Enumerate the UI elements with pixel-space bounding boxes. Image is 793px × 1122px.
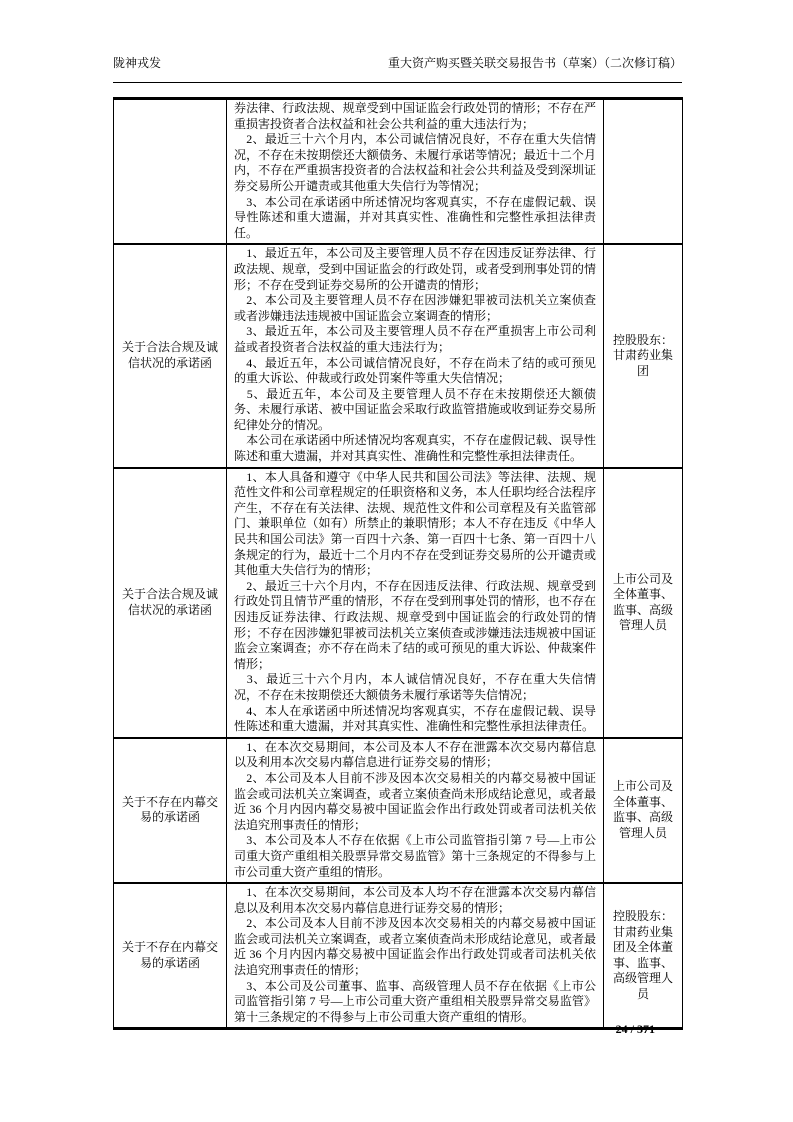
commitment-paragraph: 3、本公司在承诺函中所述情况均客观真实，不存在虚假记载、误导性陈述和重大遗漏，并对其真实性、准确性和完整性承担法律责任。 [234,194,596,240]
commitment-paragraph: 1、最近五年，本公司及主要管理人员不存在因违反证券法律、行政法规、规章，受到中国证监会的行政处罚，或者受到刑事处罚的情形；不存在受到证券交易所的公开谴责的情形； [234,246,596,292]
commitment-content-cell [227,738,604,883]
commitment-paragraph: 2、本公司及主要管理人员不存在因涉嫌犯罪被司法机关立案侦查或者涉嫌违法违规被中国证监会立案调查的情形； [234,293,596,323]
commitment-content-cell [227,99,604,245]
commitment-paragraph: 3、本公司及公司董事、监事、高级管理人员不存在依据《上市公司监管指引第 7 号—上市公司重大资产重组相关股票异常交易监管》第十三条规定的不得参与上市公司重大资产重组的情形。 [234,978,596,1024]
table-row [114,883,683,1029]
commitment-paragraph: 3、最近三十六个月内，本人诚信情况良好，不存在重大失信情况，不存在未按期偿还大额债务未履行承诺等失信情况； [234,672,596,702]
party-cell [604,99,683,245]
commitment-content-cell [227,244,604,467]
commitment-paragraph: 本公司在承诺函中所述情况均客观真实，不存在虚假记载、误导性陈述和重大遗漏，并对其真实性、准确性和完整性承担法律责任。 [234,433,596,464]
commitment-paragraph: 1、在本次交易期间，本公司及本人不存在泄露本次交易内幕信息以及利用本次交易内幕信息进行证券交易的情形； [234,739,596,770]
party-cell: 上市公司及全体董事、监事、高级管理人员 [604,468,683,738]
commitment-paragraph: 2、最近三十六个月内，本公司诚信情况良好，不存在重大失信情况，不存在未按期偿还大额债务、未履行承诺等情况；最近十二个月内，不存在严重损害投资者的合法权益和社会公共利益及受到深圳证券交易所公开谴责或其他重大失信行为等情况； [234,132,596,193]
commitments-table-body [114,99,683,1029]
commitment-content-cell [227,468,604,738]
row-label-cell: 关于合法合规及诚信状况的承诺函 [114,468,227,738]
commitment-paragraph: 4、最近五年，本公司诚信情况良好，不存在尚未了结的或可预见的重大诉讼、仲裁或行政处罚案件等重大失信情况； [234,355,596,386]
commitment-paragraph: 2、最近三十六个月内，不存在因违反法律、行政法规、规章受到行政处罚且情节严重的情形，不存在受到刑事处罚的情形，也不存在因违反证券法律、行政法规、规章受到中国证监会的行政处罚的情形；不存在因涉嫌犯罪被司法机关立案侦查或涉嫌违法违规被中国证监会立案调查；亦不存在尚未了结的或可预见的重大诉讼、仲裁案件情形； [234,578,596,671]
commitment-paragraph: 1、在本次交易期间，本公司及本人均不存在泄露本次交易内幕信息以及利用本次交易内幕信息进行证券交易的情形； [234,885,596,915]
party-cell: 控股股东：甘肃药业集团及全体董事、监事、高级管理人员 [604,883,683,1029]
party-cell: 控股股东：甘肃药业集团 [604,244,683,467]
page-header [113,56,682,71]
header-company-short-name: 陇神戎发 [113,56,162,70]
commitment-paragraph: 券法律、行政法规、规章受到中国证监会行政处罚的情形；不存在严重损害投资者合法权益和社会公共利益的重大违法行为； [234,101,596,131]
table-row [114,99,683,245]
commitment-content-cell [227,883,604,1029]
row-label-cell: 关于不存在内幕交易的承诺函 [114,883,227,1029]
header-document-title: 重大资产购买暨关联交易报告书（草案）（二次修订稿） [387,56,682,70]
commitment-paragraph: 2、本公司及本人目前不涉及因本次交易相关的内幕交易被中国证监会或司法机关立案调查，或者立案侦查尚未形成结论意见，或者最近 36 个月内因内幕交易被中国证监会作出行政处罚或者司法机关依法追究刑事责任的情形； [234,770,596,832]
commitments-table [113,97,683,1030]
table-row [114,738,683,883]
table-row [114,244,683,467]
commitment-paragraph: 1、本人具备和遵守《中华人民共和国公司法》等法律、法规、规范性文件和公司章程规定的任职资格和义务，本人任职均经合法程序产生，不存在有关法律、法规、规范性文件和公司章程及有关监管部门、兼职单位（如有）所禁止的兼职情形；本人不存在违反《中华人民共和国公司法》第一百四十六条、第一百四十七条、第一百四十八条规定的行为，最近十二个月内不存在受到证券交易所的公开谴责或其他重大失信行为的情形； [234,469,596,578]
header-rule [113,82,682,83]
commitment-paragraph: 2、本公司及本人目前不涉及因本次交易相关的内幕交易被中国证监会或司法机关立案调查，或者立案侦查尚未形成结论意见，或者最近 36 个月内因内幕交易被中国证监会作出行政处罚或者司法机关依法追究刑事责任的情形； [234,916,596,978]
table-row [114,468,683,738]
row-label-cell [114,99,227,245]
row-label-cell: 关于不存在内幕交易的承诺函 [114,738,227,883]
row-label-cell: 关于合法合规及诚信状况的承诺函 [114,244,227,467]
commitment-paragraph: 3、最近五年，本公司及主要管理人员不存在严重损害上市公司利益或者投资者合法权益的重大违法行为； [234,324,596,354]
commitment-paragraph: 3、本公司及本人不存在依据《上市公司监管指引第 7 号—上市公司重大资产重组相关股票异常交易监管》第十三条规定的不得参与上市公司重大资产重组的情形。 [234,833,596,879]
party-cell: 上市公司及全体董事、监事、高级管理人员 [604,738,683,883]
commitment-paragraph: 5、最近五年，本公司及主要管理人员不存在未按期偿还大额债务、未履行承诺、被中国证监会采取行政监管措施或收到证券交易所纪律处分的情况。 [234,386,596,432]
page-number: 24 / 371 [615,1022,655,1036]
commitment-paragraph: 4、本人在承诺函中所述情况均客观真实，不存在虚假记载、误导性陈述和重大遗漏，并对其真实性、准确性和完整性承担法律责任。 [234,703,596,734]
